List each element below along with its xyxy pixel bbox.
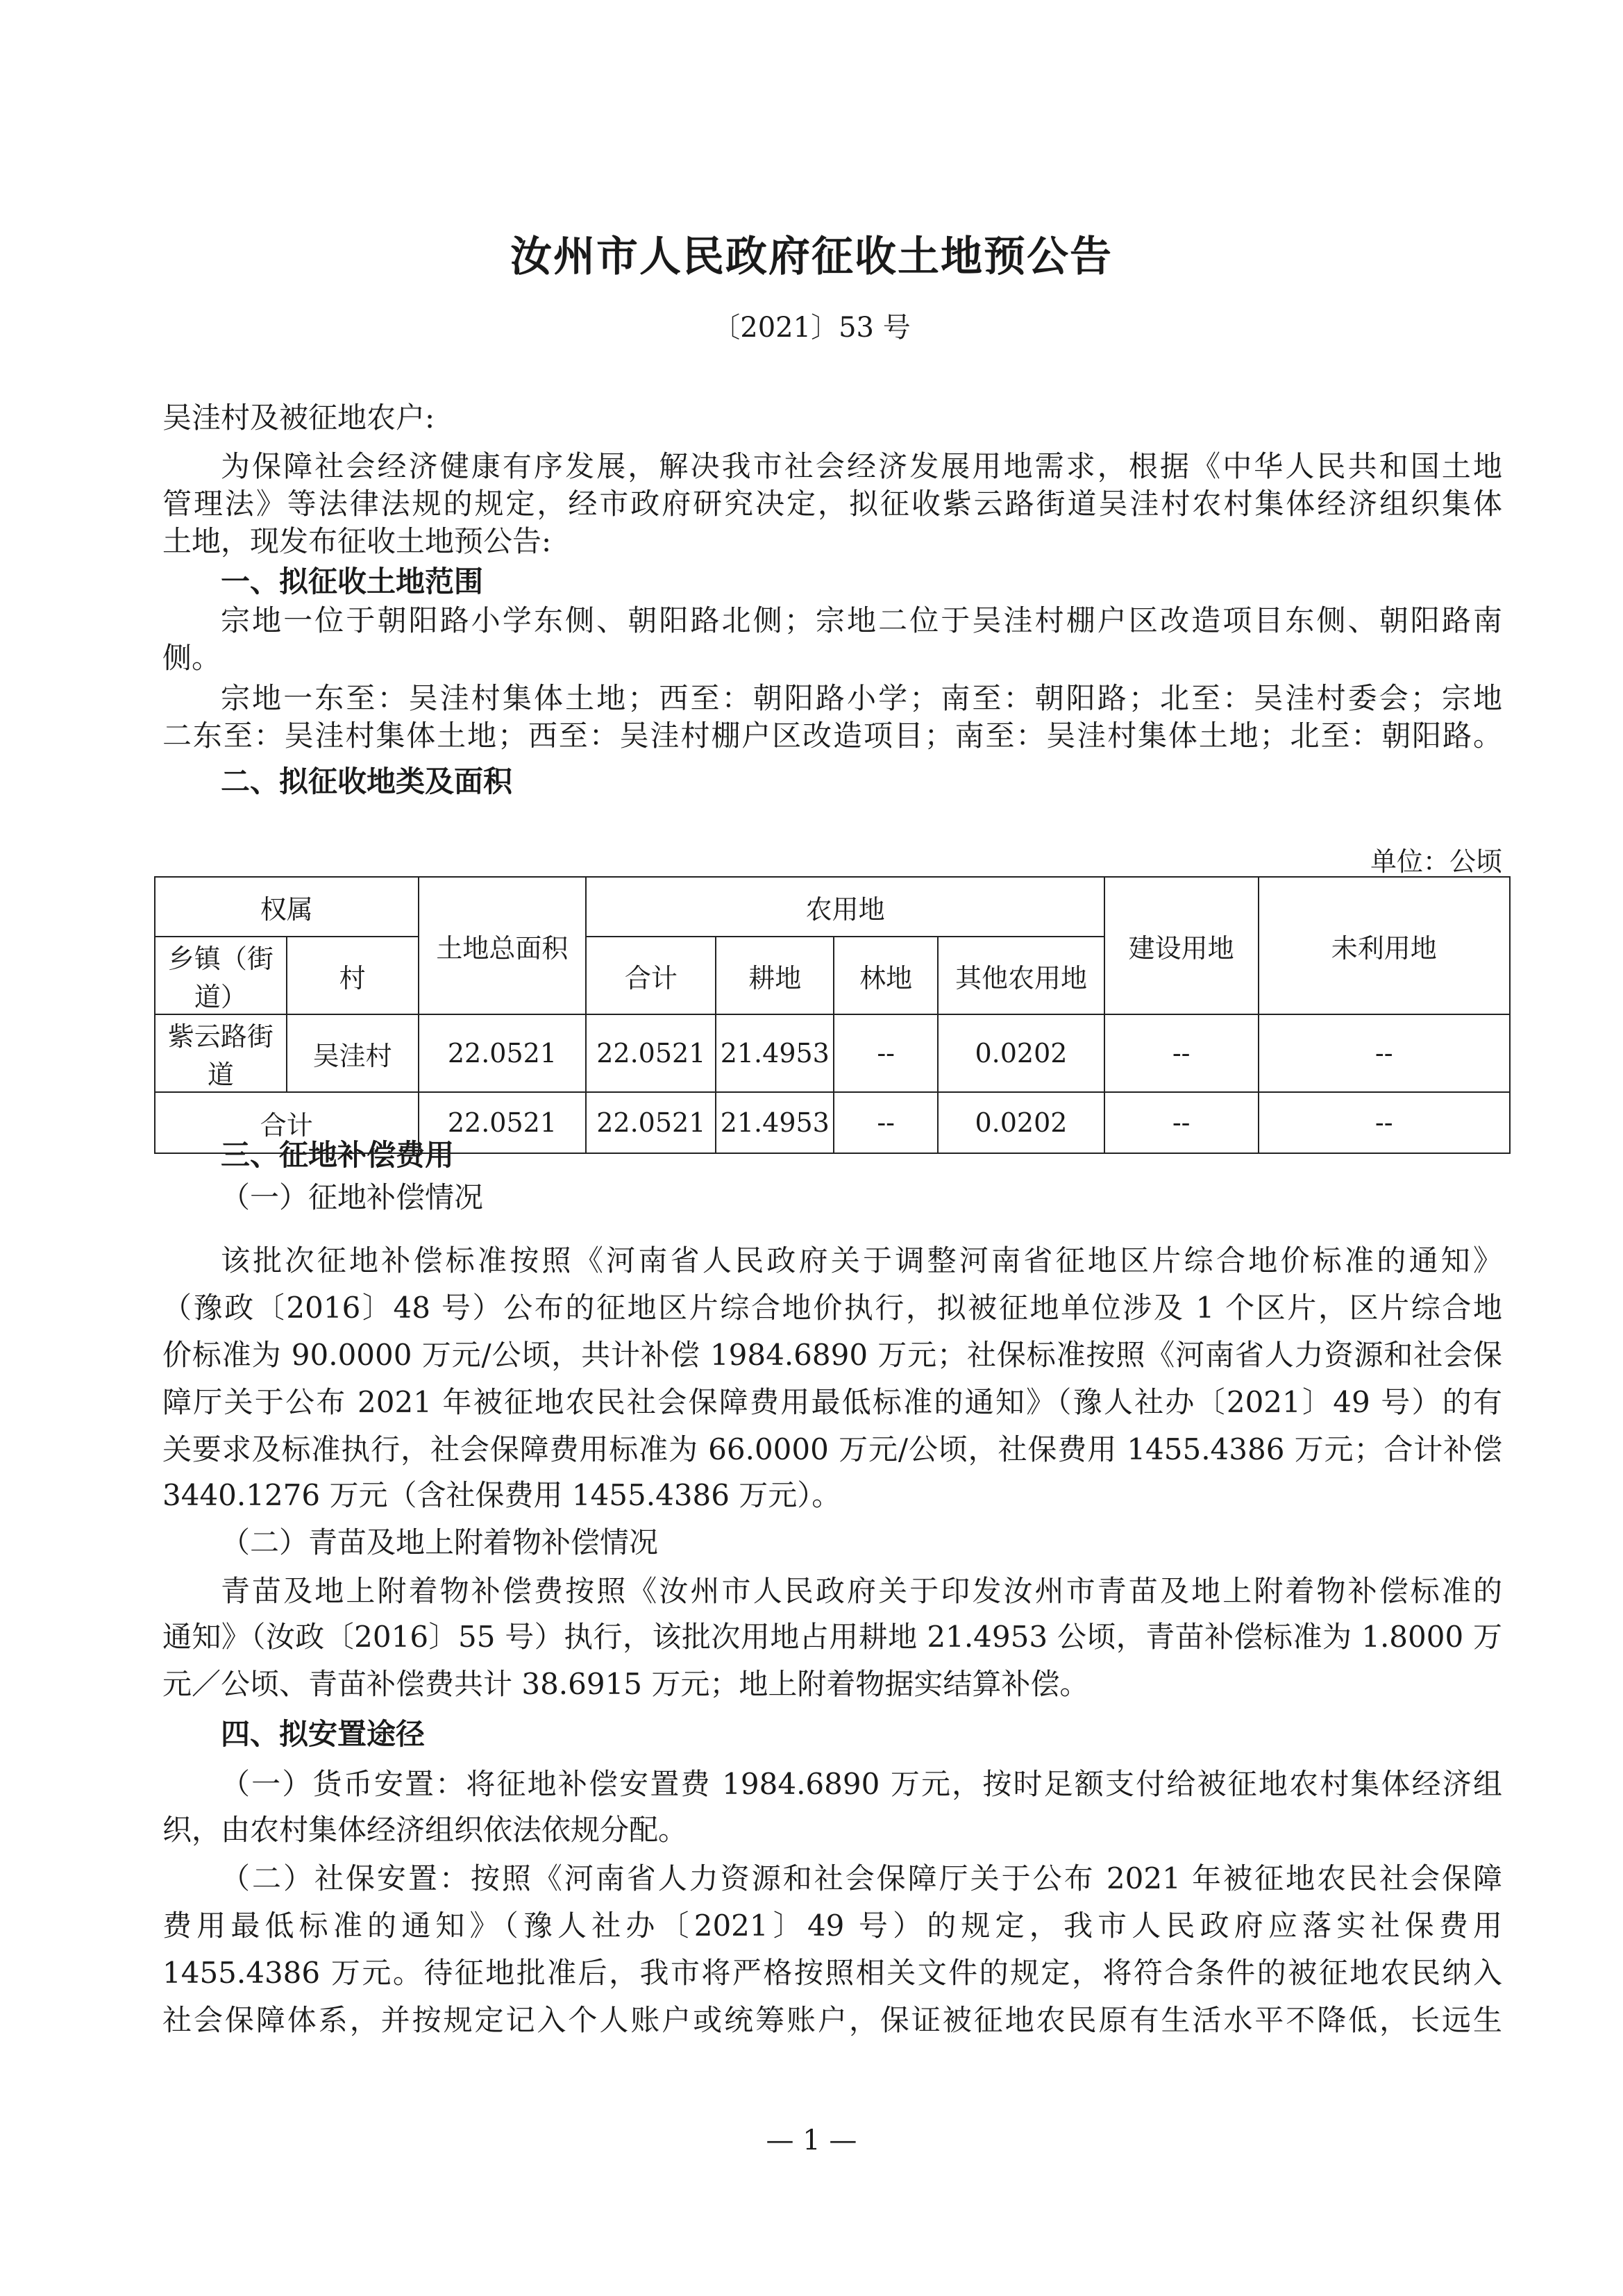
paragraph-line: 价标准为 90.0000 万元/公顷，共计补偿 1984.6890 万元；社保标准按照《河南省人力资源和社会保	[162, 1338, 1502, 1372]
paragraph-line: 该批次征地补偿标准按照《河南省人民政府关于调整河南省征地区片综合地价标准的通知》	[221, 1243, 1502, 1277]
header-construction-land: 建设用地	[1104, 877, 1259, 1014]
paragraph-line: 通知》（汝政〔2016〕55 号）执行，该批次用地占用耕地 21.4953 公顷，青苗补偿标准为 1.8000 万	[162, 1620, 1502, 1654]
cell-village: 吴洼村	[287, 1014, 419, 1092]
cell-construction-sum: --	[1104, 1092, 1259, 1153]
header-town: 乡镇（街道）	[155, 937, 287, 1014]
paragraph-line: （二）青苗及地上附着物补偿情况	[221, 1525, 659, 1559]
cell-town: 紫云路街道	[155, 1014, 287, 1092]
cell-other-agri-sum: 0.0202	[938, 1092, 1104, 1153]
table-total-row	[155, 1092, 1510, 1153]
cell-total-area: 22.0521	[419, 1014, 587, 1092]
cell-other-agri: 0.0202	[938, 1014, 1104, 1092]
paragraph-line: （豫政〔2016〕48 号）公布的征地区片综合地价执行，拟被征地单位涉及 1 个区片，区片综合地	[162, 1291, 1502, 1325]
paragraph-line: （一）征地补偿情况	[221, 1180, 484, 1214]
paragraph-line: 宗地一东至：吴洼村集体土地；西至：朝阳路小学；南至：朝阳路；北至：吴洼村委会；宗地	[221, 681, 1502, 715]
section-heading: 四、拟安置途径	[221, 1717, 426, 1751]
unit-label: 单位：公顷	[1370, 846, 1502, 877]
header-total-area: 土地总面积	[419, 877, 587, 1014]
header-village: 村	[287, 937, 419, 1014]
cell-agri-total: 22.0521	[586, 1014, 716, 1092]
header-subtotal: 合计	[586, 937, 716, 1014]
section-heading: 三、征地补偿费用	[221, 1138, 455, 1172]
cell-farmland: 21.4953	[716, 1014, 834, 1092]
cell-unused: --	[1259, 1014, 1510, 1092]
paragraph-line: 吴洼村及被征地农户:	[162, 401, 435, 435]
paragraph-line: 关要求及标准执行，社会保障费用标准为 66.0000 万元/公顷，社保费用 1455.4386 万元；合计补偿	[162, 1432, 1502, 1466]
cell-agri-total-sum: 22.0521	[586, 1092, 716, 1153]
table-row	[155, 1014, 1510, 1092]
document-number: 〔2021〕53 号	[712, 312, 911, 344]
cell-farmland-sum: 21.4953	[716, 1092, 834, 1153]
header-forest: 林地	[834, 937, 938, 1014]
paragraph-line: 1455.4386 万元。待征地批准后，我市将严格按照相关文件的规定，将符合条件的被征地农民纳入	[162, 1956, 1502, 1990]
cell-unused-sum: --	[1259, 1092, 1510, 1153]
header-farmland: 耕地	[716, 937, 834, 1014]
header-unused-land: 未利用地	[1259, 877, 1510, 1014]
cell-total-label: 合计	[155, 1092, 419, 1153]
section-heading: 二、拟征收地类及面积	[221, 764, 513, 798]
cell-forest: --	[834, 1014, 938, 1092]
paragraph-line: （一）货币安置：将征地补偿安置费 1984.6890 万元，按时足额支付给被征地农村集体经济组	[221, 1767, 1502, 1801]
paragraph-line: 管理法》等法律法规的规定，经市政府研究决定，拟征收紫云路街道吴洼村农村集体经济组织集体	[162, 487, 1502, 521]
paragraph-line: （二）社保安置：按照《河南省人力资源和社会保障厅关于公布 2021 年被征地农民社会保障	[221, 1861, 1502, 1895]
header-other-agri: 其他农用地	[938, 937, 1104, 1014]
paragraph-line: 为保障社会经济健康有序发展，解决我市社会经济发展用地需求，根据《中华人民共和国土地	[221, 449, 1502, 483]
land-area-table	[154, 876, 1511, 1154]
paragraph-line: 障厅关于公布 2021 年被征地农民社会保障费用最低标准的通知》（豫人社办〔2021〕49 号）的有	[162, 1385, 1502, 1419]
paragraph-line: 土地，现发布征收土地预公告:	[162, 524, 552, 558]
section-heading: 一、拟征收土地范围	[221, 564, 484, 598]
paragraph-line: 宗地一位于朝阳路小学东侧、朝阳路北侧；宗地二位于吴洼村棚户区改造项目东侧、朝阳路南	[221, 603, 1502, 637]
paragraph-line: 费用最低标准的通知》（豫人社办〔2021〕49 号）的规定，我市人民政府应落实社保费用	[162, 1909, 1502, 1943]
page-number: — 1 —	[766, 2125, 857, 2156]
cell-forest-sum: --	[834, 1092, 938, 1153]
header-agricultural-land: 农用地	[586, 877, 1104, 937]
paragraph-line: 元／公顷、青苗补偿费共计 38.6915 万元；地上附着物据实结算补偿。	[162, 1667, 1089, 1701]
paragraph-line: 青苗及地上附着物补偿费按照《汝州市人民政府关于印发汝州市青苗及地上附着物补偿标准的	[221, 1574, 1502, 1608]
paragraph-line: 3440.1276 万元（含社保费用 1455.4386 万元）。	[162, 1478, 841, 1512]
paragraph-line: 侧。	[162, 641, 221, 675]
cell-total-area-sum: 22.0521	[419, 1092, 587, 1153]
header-ownership: 权属	[155, 877, 419, 937]
paragraph-line: 二东至：吴洼村集体土地；西至：吴洼村棚户区改造项目；南至：吴洼村集体土地；北至：朝阳路。	[162, 719, 1502, 753]
paragraph-line: 社会保障体系，并按规定记入个人账户或统筹账户，保证被征地农民原有生活水平不降低，长远生	[162, 2003, 1502, 2037]
paragraph-line: 织，由农村集体经济组织依法依规分配。	[162, 1813, 688, 1847]
document-title: 汝州市人民政府征收土地预公告	[510, 233, 1113, 281]
cell-construction: --	[1104, 1014, 1259, 1092]
